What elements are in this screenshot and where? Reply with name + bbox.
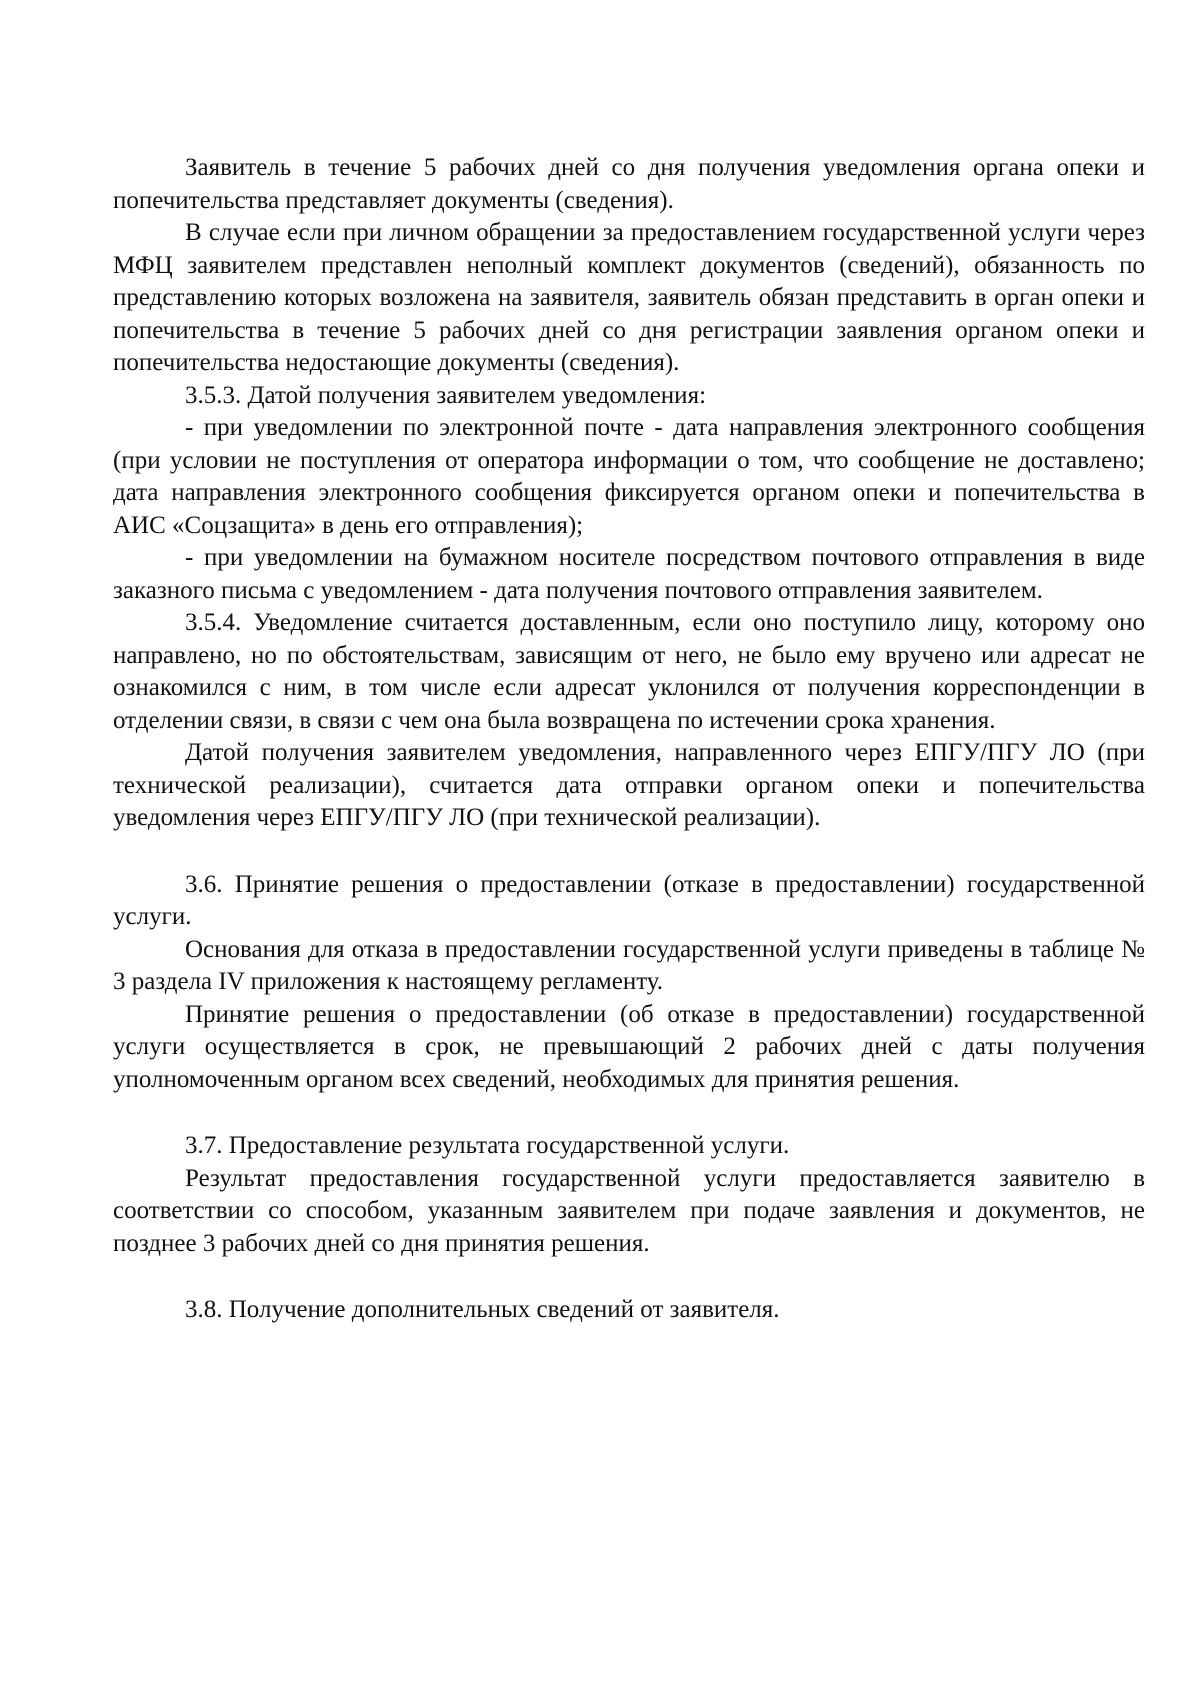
paragraph: Датой получения заявителем уведомления, направленного через ЕПГУ/ПГУ ЛО (при технической реализации), считается дата отправки органом опеки и попечительства уведомления через ЕПГУ/ПГУ ЛО (при технической реализации). — [113, 739, 1145, 831]
section-heading: 3.6. Принятие решения о предоставлении (отказе в предоставлении) государственной услуги. — [113, 870, 1145, 930]
section-gap — [113, 835, 1145, 869]
section-gap — [113, 1260, 1145, 1294]
paragraph: Принятие решения о предоставлении (об отказе в предоставлении) государственной услуги осуществляется в срок, не превышающий 2 рабочих дней с даты получения уполномоченным органом всех сведений, необходимых для принятия решения. — [113, 1000, 1145, 1093]
section-gap — [113, 1096, 1145, 1130]
document-page — [113, 152, 1145, 1327]
paragraph: Результат предоставления государственной услуги предоставляется заявителю в соответствии со способом, указанным заявителем при подаче заявления и документов, не позднее 3 рабочих дней со дня принятия решения. — [113, 1164, 1145, 1257]
paragraph: - при уведомлении по электронной почте - дата направления электронного сообщения (при условии не поступления от оператора информации о том, что сообщение не доставлено; дата направления электронного сообщения фиксируется органом опеки и попечительства в АИС «Соцзащита» в день его отправления); — [113, 414, 1145, 539]
paragraph: - при уведомлении на бумажном носителе посредством почтового отправления в виде заказного письма с уведомлением - дата получения почтового отправления заявителем. — [113, 544, 1145, 604]
paragraph: В случае если при личном обращении за предоставлением государственной услуги через МФЦ заявителем представлен неполный комплект документов (сведений), обязанность по представлению которых возложена на заявителя, заявитель обязан представить в орган опеки и попечительства в течение 5 рабочих дней со дня регистрации заявления органом опеки и попечительства недостающие документы (сведения). — [113, 219, 1145, 376]
paragraph: Основания для отказа в предоставлении государственной услуги приведены в таблице № 3 раздела IV приложения к настоящему регламенту. — [113, 935, 1145, 995]
section-heading: 3.7. Предоставление результата государственной услуги. — [185, 1132, 790, 1159]
section-heading: 3.8. Получение дополнительных сведений от заявителя. — [185, 1296, 780, 1323]
paragraph: 3.5.3. Датой получения заявителем уведомления: — [185, 381, 707, 409]
paragraph: 3.5.4. Уведомление считается доставленным, если оно поступило лицу, которому оно направлено, но по обстоятельствам, зависящим от него, не было ему вручено или адресат не ознакомился с ним, в том числе если адресат уклонился от получения корреспонденции в отделении связи, в связи с чем она была возвращена по истечении срока хранения. — [113, 609, 1145, 734]
paragraph: Заявитель в течение 5 рабочих дней со дня получения уведомления органа опеки и попечительства представляет документы (сведения). — [113, 154, 1145, 214]
